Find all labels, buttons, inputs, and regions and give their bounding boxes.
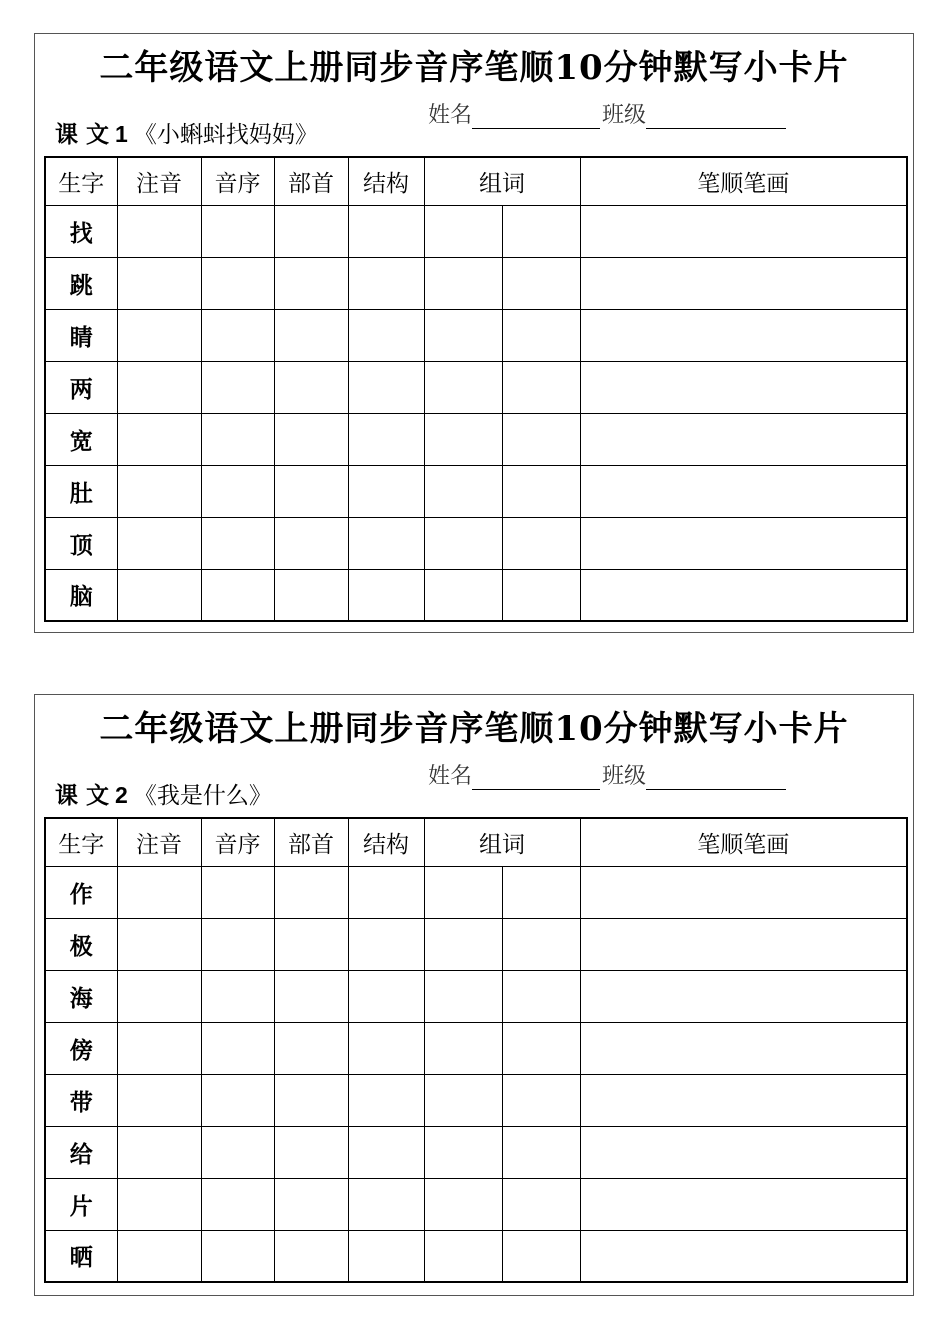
pinyin-cell[interactable] — [117, 465, 201, 517]
character-cell: 给 — [45, 1126, 117, 1178]
phonetic-order-cell[interactable] — [201, 1022, 274, 1074]
word-cell-2[interactable] — [502, 970, 580, 1022]
pinyin-cell[interactable] — [117, 1022, 201, 1074]
phonetic-order-cell[interactable] — [201, 1178, 274, 1230]
radical-cell[interactable] — [274, 205, 348, 257]
dictation-table — [44, 817, 908, 1283]
lesson-prefix: 课 文 — [55, 122, 110, 148]
lesson-heading — [55, 116, 318, 149]
table-row — [45, 1178, 907, 1230]
word-cell-1[interactable] — [424, 1126, 502, 1178]
class-label: 班级 — [602, 103, 647, 128]
structure-cell[interactable] — [348, 1230, 424, 1282]
structure-cell[interactable] — [348, 413, 424, 465]
radical-cell[interactable] — [274, 569, 348, 621]
structure-cell[interactable] — [348, 361, 424, 413]
table-row — [45, 1074, 907, 1126]
name-class-fields — [428, 98, 786, 129]
character-cell: 肚 — [45, 465, 117, 517]
character-cell: 睛 — [45, 309, 117, 361]
word-cell-2[interactable] — [502, 413, 580, 465]
stroke-order-cell[interactable] — [580, 1230, 907, 1282]
pinyin-cell[interactable] — [117, 361, 201, 413]
header-phonetic-order: 音序 — [201, 818, 274, 866]
table-row — [45, 361, 907, 413]
stroke-order-cell[interactable] — [580, 1074, 907, 1126]
structure-cell[interactable] — [348, 866, 424, 918]
table-row — [45, 257, 907, 309]
structure-cell[interactable] — [348, 517, 424, 569]
phonetic-order-cell[interactable] — [201, 413, 274, 465]
stroke-order-cell[interactable] — [580, 970, 907, 1022]
word-cell-2[interactable] — [502, 309, 580, 361]
phonetic-order-cell[interactable] — [201, 257, 274, 309]
structure-cell[interactable] — [348, 309, 424, 361]
character-cell: 顶 — [45, 517, 117, 569]
stroke-order-cell[interactable] — [580, 465, 907, 517]
name-blank[interactable] — [472, 768, 600, 790]
card-title: 二年级语文上册同步音序笔顺10分钟默写小卡片 — [99, 48, 849, 88]
word-cell-1[interactable] — [424, 1074, 502, 1126]
word-cell-1[interactable] — [424, 413, 502, 465]
word-cell-1[interactable] — [424, 970, 502, 1022]
table-row — [45, 205, 907, 257]
pinyin-cell[interactable] — [117, 1230, 201, 1282]
radical-cell[interactable] — [274, 1178, 348, 1230]
radical-cell[interactable] — [274, 1230, 348, 1282]
header-row — [45, 818, 907, 866]
header-radical: 部首 — [274, 157, 348, 205]
name-label: 姓名 — [428, 764, 473, 789]
character-cell: 片 — [45, 1178, 117, 1230]
pinyin-cell[interactable] — [117, 205, 201, 257]
structure-cell[interactable] — [348, 970, 424, 1022]
structure-cell[interactable] — [348, 1126, 424, 1178]
pinyin-cell[interactable] — [117, 918, 201, 970]
pinyin-cell[interactable] — [117, 413, 201, 465]
phonetic-order-cell[interactable] — [201, 361, 274, 413]
character-cell: 傍 — [45, 1022, 117, 1074]
word-cell-2[interactable] — [502, 361, 580, 413]
phonetic-order-cell[interactable] — [201, 1126, 274, 1178]
radical-cell[interactable] — [274, 257, 348, 309]
table-row — [45, 569, 907, 621]
name-label: 姓名 — [428, 103, 473, 128]
name-blank[interactable] — [472, 107, 600, 129]
dictation-card-1 — [34, 33, 914, 633]
character-cell: 两 — [45, 361, 117, 413]
word-cell-2[interactable] — [502, 569, 580, 621]
table-row — [45, 465, 907, 517]
table-row — [45, 413, 907, 465]
stroke-order-cell[interactable] — [580, 918, 907, 970]
word-cell-2[interactable] — [502, 866, 580, 918]
lesson-number: 2 — [115, 782, 128, 808]
radical-cell[interactable] — [274, 361, 348, 413]
structure-cell[interactable] — [348, 1074, 424, 1126]
radical-cell[interactable] — [274, 309, 348, 361]
pinyin-cell[interactable] — [117, 517, 201, 569]
word-cell-2[interactable] — [502, 465, 580, 517]
stroke-order-cell[interactable] — [580, 257, 907, 309]
stroke-order-cell[interactable] — [580, 205, 907, 257]
pinyin-cell[interactable] — [117, 866, 201, 918]
table-row — [45, 970, 907, 1022]
word-cell-1[interactable] — [424, 569, 502, 621]
stroke-order-cell[interactable] — [580, 569, 907, 621]
character-cell: 找 — [45, 205, 117, 257]
header-stroke-order: 笔顺笔画 — [580, 157, 907, 205]
phonetic-order-cell[interactable] — [201, 918, 274, 970]
character-cell: 跳 — [45, 257, 117, 309]
pinyin-cell[interactable] — [117, 970, 201, 1022]
phonetic-order-cell[interactable] — [201, 569, 274, 621]
table-row — [45, 1230, 907, 1282]
table-row — [45, 866, 907, 918]
word-cell-1[interactable] — [424, 309, 502, 361]
phonetic-order-cell[interactable] — [201, 1230, 274, 1282]
class-blank[interactable] — [646, 107, 786, 129]
lesson-prefix: 课 文 — [55, 783, 110, 809]
phonetic-order-cell[interactable] — [201, 309, 274, 361]
radical-cell[interactable] — [274, 970, 348, 1022]
word-cell-1[interactable] — [424, 205, 502, 257]
pinyin-cell[interactable] — [117, 1074, 201, 1126]
header-radical: 部首 — [274, 818, 348, 866]
phonetic-order-cell[interactable] — [201, 205, 274, 257]
word-cell-2[interactable] — [502, 1074, 580, 1126]
phonetic-order-cell[interactable] — [201, 970, 274, 1022]
word-cell-2[interactable] — [502, 1178, 580, 1230]
word-cell-1[interactable] — [424, 918, 502, 970]
word-cell-1[interactable] — [424, 517, 502, 569]
radical-cell[interactable] — [274, 918, 348, 970]
word-cell-2[interactable] — [502, 1230, 580, 1282]
pinyin-cell[interactable] — [117, 569, 201, 621]
table-row — [45, 1022, 907, 1074]
word-cell-1[interactable] — [424, 1230, 502, 1282]
header-row — [45, 157, 907, 205]
word-cell-1[interactable] — [424, 1178, 502, 1230]
pinyin-cell[interactable] — [117, 309, 201, 361]
dictation-table — [44, 156, 908, 622]
word-cell-2[interactable] — [502, 257, 580, 309]
structure-cell[interactable] — [348, 569, 424, 621]
structure-cell[interactable] — [348, 205, 424, 257]
name-class-fields — [428, 759, 786, 790]
header-structure: 结构 — [348, 818, 424, 866]
structure-cell[interactable] — [348, 918, 424, 970]
character-cell: 晒 — [45, 1230, 117, 1282]
dictation-card-2 — [34, 694, 914, 1296]
pinyin-cell[interactable] — [117, 1126, 201, 1178]
header-word-formation: 组词 — [424, 157, 580, 205]
phonetic-order-cell[interactable] — [201, 465, 274, 517]
word-cell-2[interactable] — [502, 205, 580, 257]
character-cell: 作 — [45, 866, 117, 918]
character-cell: 海 — [45, 970, 117, 1022]
structure-cell[interactable] — [348, 257, 424, 309]
word-cell-1[interactable] — [424, 257, 502, 309]
character-cell: 带 — [45, 1074, 117, 1126]
stroke-order-cell[interactable] — [580, 309, 907, 361]
word-cell-2[interactable] — [502, 517, 580, 569]
lesson-name: 《我是什么》 — [133, 783, 272, 809]
structure-cell[interactable] — [348, 1178, 424, 1230]
lesson-number: 1 — [115, 121, 128, 147]
lesson-name: 《小蝌蚪找妈妈》 — [133, 122, 318, 148]
word-cell-1[interactable] — [424, 1022, 502, 1074]
word-cell-2[interactable] — [502, 918, 580, 970]
radical-cell[interactable] — [274, 465, 348, 517]
character-cell: 宽 — [45, 413, 117, 465]
word-cell-1[interactable] — [424, 866, 502, 918]
stroke-order-cell[interactable] — [580, 413, 907, 465]
header-phonetic-order: 音序 — [201, 157, 274, 205]
character-cell: 脑 — [45, 569, 117, 621]
table-row — [45, 918, 907, 970]
phonetic-order-cell[interactable] — [201, 866, 274, 918]
header-character: 生字 — [45, 157, 117, 205]
table-row — [45, 1126, 907, 1178]
phonetic-order-cell[interactable] — [201, 1074, 274, 1126]
stroke-order-cell[interactable] — [580, 1126, 907, 1178]
character-cell: 极 — [45, 918, 117, 970]
header-structure: 结构 — [348, 157, 424, 205]
pinyin-cell[interactable] — [117, 1178, 201, 1230]
header-pinyin: 注音 — [117, 818, 201, 866]
word-cell-1[interactable] — [424, 465, 502, 517]
pinyin-cell[interactable] — [117, 257, 201, 309]
header-word-formation: 组词 — [424, 818, 580, 866]
radical-cell[interactable] — [274, 1074, 348, 1126]
card-title: 二年级语文上册同步音序笔顺10分钟默写小卡片 — [99, 709, 849, 749]
stroke-order-cell[interactable] — [580, 1022, 907, 1074]
table-row — [45, 517, 907, 569]
stroke-order-cell[interactable] — [580, 1178, 907, 1230]
radical-cell[interactable] — [274, 1126, 348, 1178]
class-blank[interactable] — [646, 768, 786, 790]
table-row — [45, 309, 907, 361]
word-cell-2[interactable] — [502, 1022, 580, 1074]
word-cell-1[interactable] — [424, 361, 502, 413]
structure-cell[interactable] — [348, 465, 424, 517]
radical-cell[interactable] — [274, 413, 348, 465]
header-pinyin: 注音 — [117, 157, 201, 205]
radical-cell[interactable] — [274, 1022, 348, 1074]
structure-cell[interactable] — [348, 1022, 424, 1074]
radical-cell[interactable] — [274, 517, 348, 569]
stroke-order-cell[interactable] — [580, 361, 907, 413]
stroke-order-cell[interactable] — [580, 866, 907, 918]
word-cell-2[interactable] — [502, 1126, 580, 1178]
header-stroke-order: 笔顺笔画 — [580, 818, 907, 866]
phonetic-order-cell[interactable] — [201, 517, 274, 569]
radical-cell[interactable] — [274, 866, 348, 918]
header-character: 生字 — [45, 818, 117, 866]
stroke-order-cell[interactable] — [580, 517, 907, 569]
class-label: 班级 — [602, 764, 647, 789]
lesson-heading — [55, 777, 272, 810]
